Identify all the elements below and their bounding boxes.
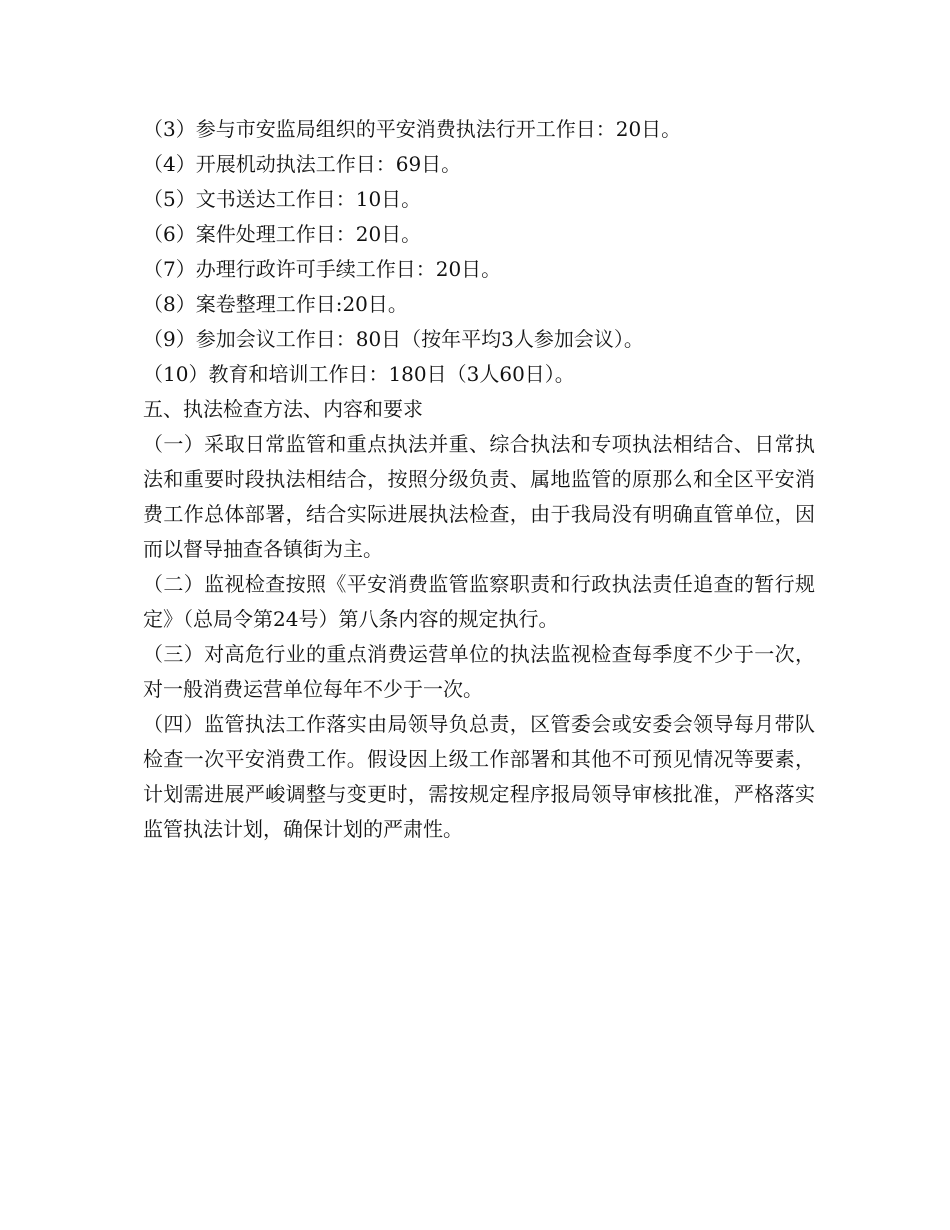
list-item-8: （8）案卷整理工作日:20日。 xyxy=(143,292,408,316)
paragraph-3: （三）对高危行业的重点消费运营单位的执法监视检查每季度不少于一次，对一般消费运营单位每年不少于一次。 xyxy=(143,642,815,701)
list-item-6: （6）案件处理工作日：20日。 xyxy=(143,222,422,246)
paragraph-4: （四）监管执法工作落实由局领导负总责，区管委会或安委会领导每月带队检查一次平安消费工作。假设因上级工作部署和其他不可预见情况等要素，计划需进展严峻调整与变更时，需按规定程序报局领导审核批准，严格落实监管执法计划，确保计划的严肃性。 xyxy=(143,712,815,841)
document-body xyxy=(143,112,815,847)
list-item-4: （4）开展机动执法工作日：69日。 xyxy=(143,152,462,176)
list-item-9: （9）参加会议工作日：80日（按年平均3人参加会议）。 xyxy=(143,327,644,351)
paragraph-2: （二）监视检查按照《平安消费监管监察职责和行政执法责任追查的暂行规定》（总局令第24号）第八条内容的规定执行。 xyxy=(143,572,815,631)
section-heading: 五、执法检查方法、内容和要求 xyxy=(143,397,423,421)
list-item-10: （10）教育和培训工作日：180日（3人60日）。 xyxy=(143,362,575,386)
paragraph-1: （一）采取日常监管和重点执法并重、综合执法和专项执法相结合、日常执法和重要时段执法相结合，按照分级负责、属地监管的原那么和全区平安消费工作总体部署，结合实际进展执法检查，由于我局没有明确直管单位，因而以督导抽查各镇街为主。 xyxy=(143,432,815,561)
list-item-5: （5）文书送达工作日：10日。 xyxy=(143,187,422,211)
list-item-3: （3）参与市安监局组织的平安消费执法行开工作日：20日。 xyxy=(143,117,682,141)
list-item-7: （7）办理行政许可手续工作日：20日。 xyxy=(143,257,502,281)
